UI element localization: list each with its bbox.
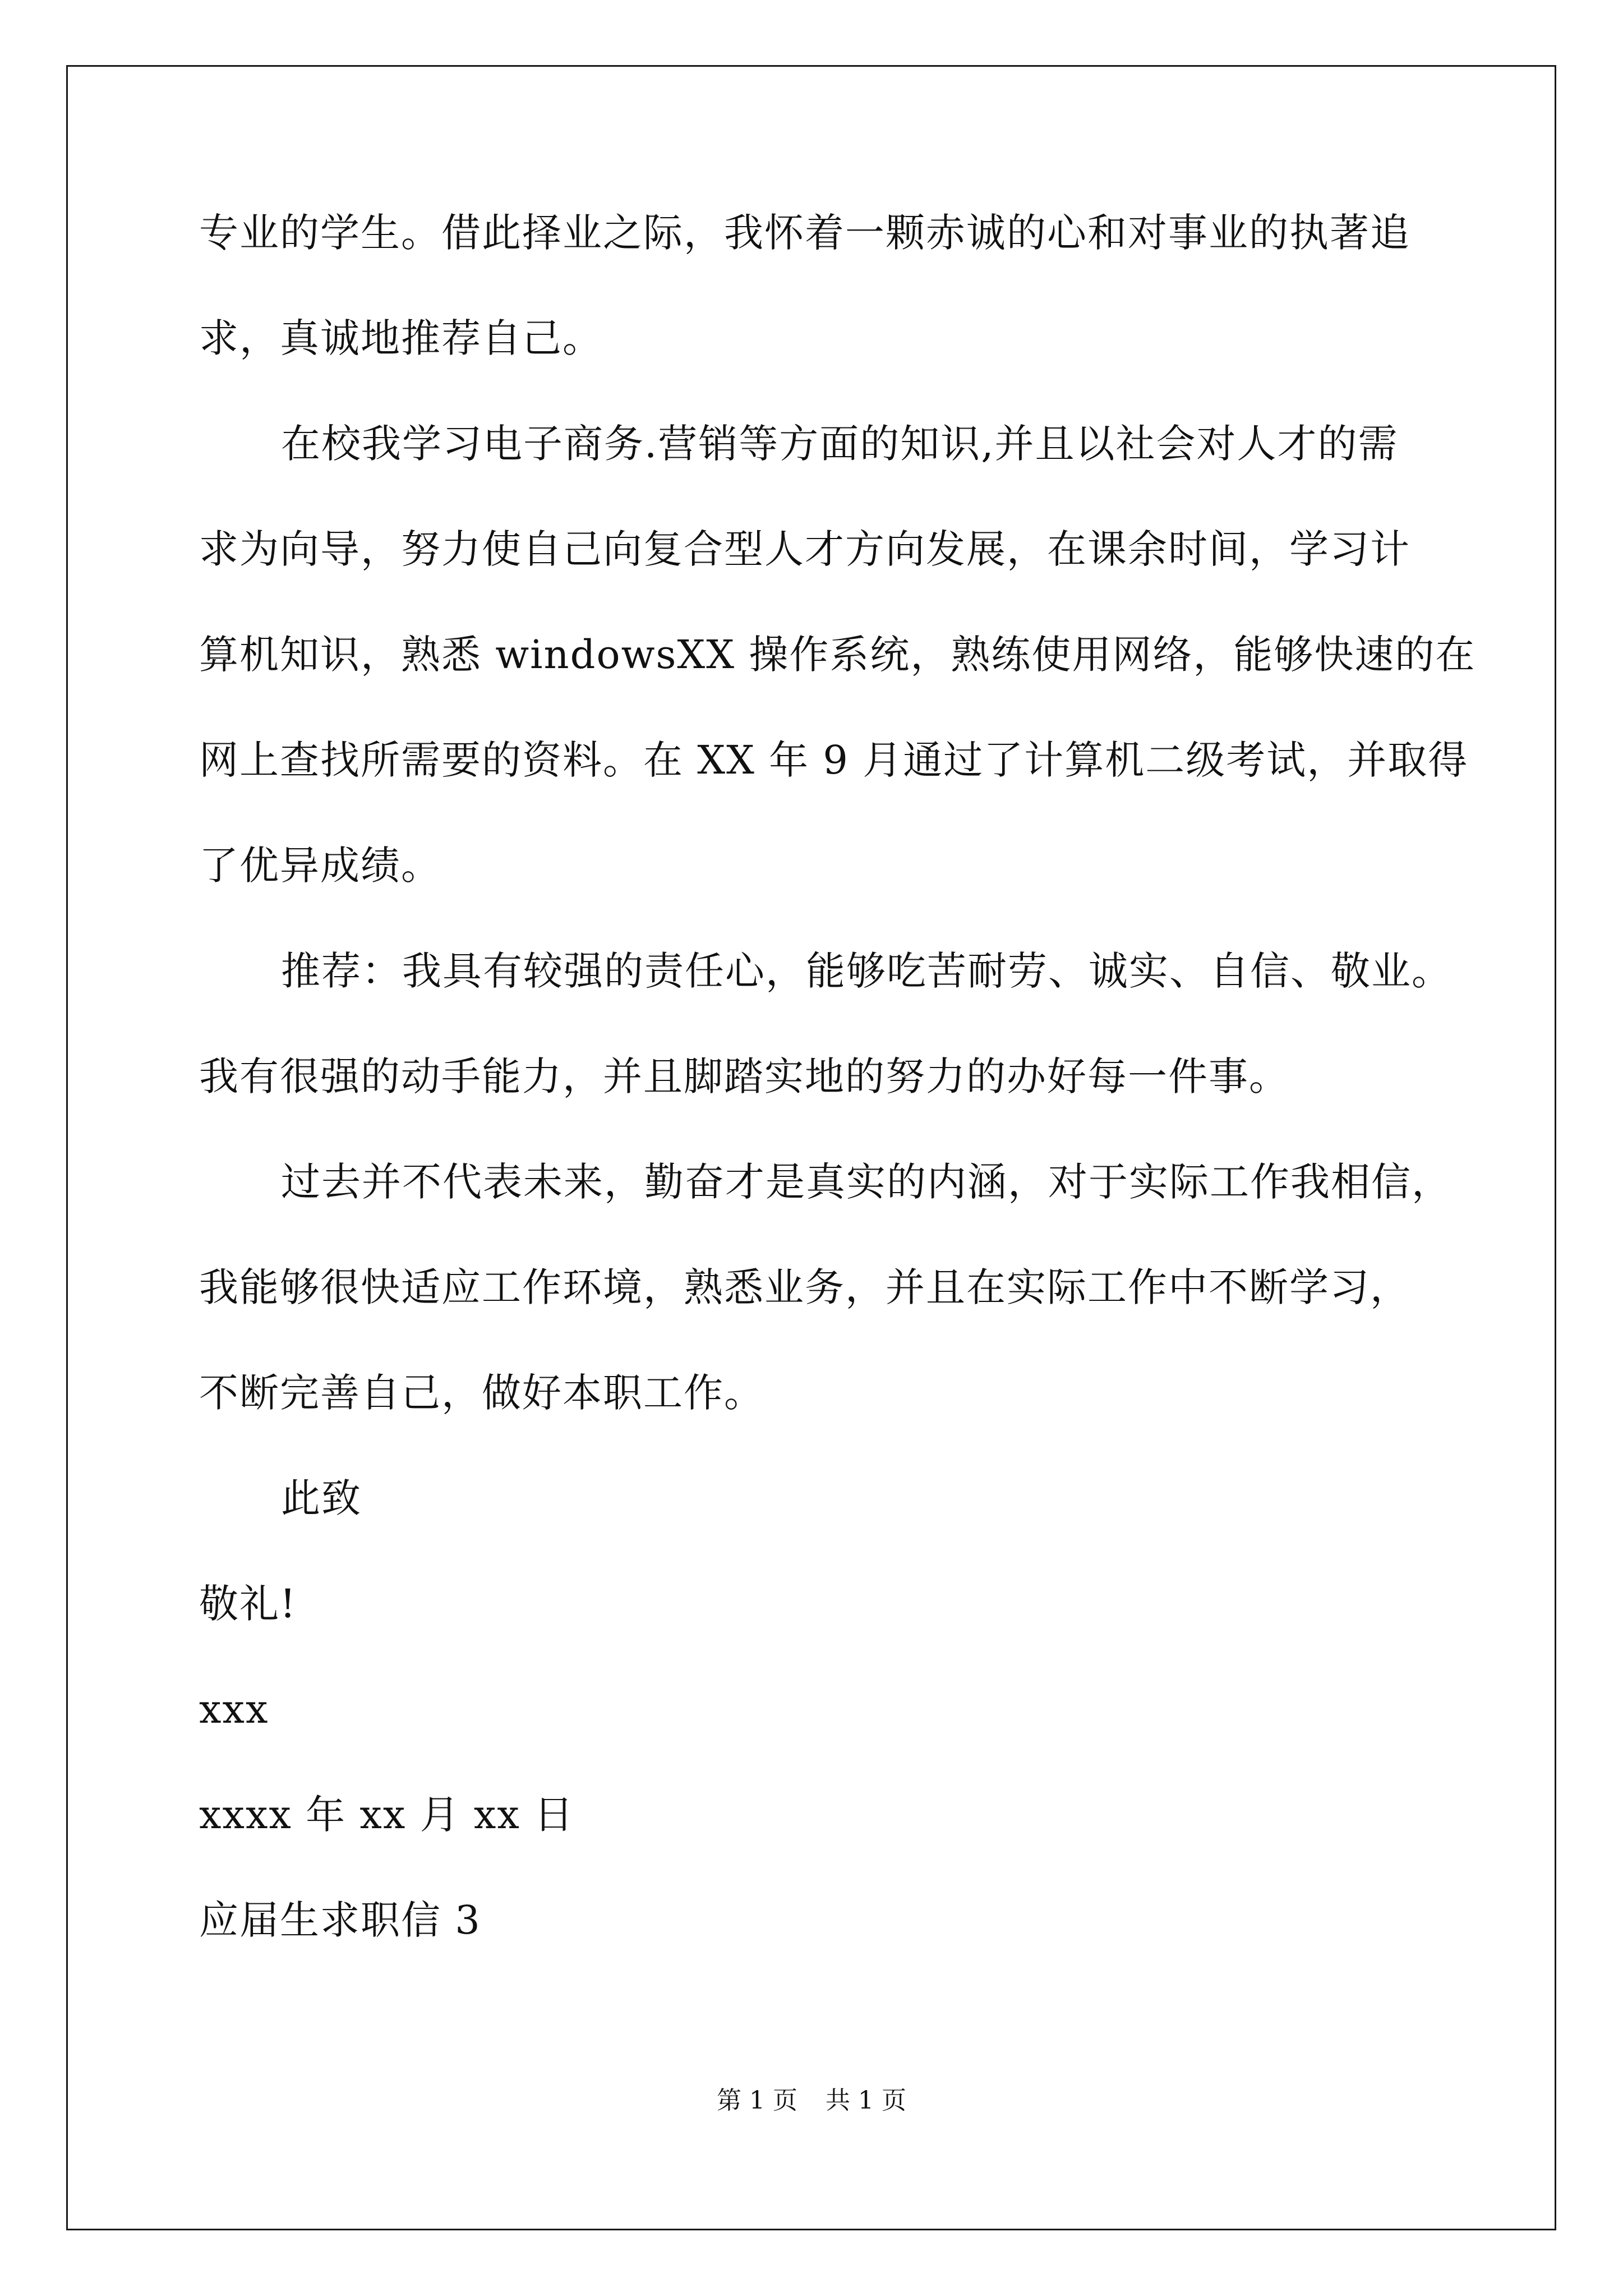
closing-salutation: 此致 [281, 1475, 362, 1521]
closing-regards: 敬礼! [199, 1581, 297, 1627]
text-line-10: 过去并不代表未来，勤奋才是真实的内涵，对于实际工作我相信， [281, 1159, 1452, 1205]
page-number-current: 第 1 页 [717, 2086, 797, 2115]
text-line-6: 网上查找所需要的资料。在 XX 年 9 月通过了计算机二级考试，并取得 [199, 737, 1469, 783]
next-section-title: 应届生求职信 3 [199, 1897, 481, 1943]
text-line-5: 算机知识，熟悉 windowsXX 操作系统，熟练使用网络，能够快速的在 [199, 632, 1476, 678]
text-line-2: 求，真诚地推荐自己。 [199, 315, 603, 361]
text-line-9: 我有很强的动手能力，并且脚踏实地的努力的办好每一件事。 [199, 1053, 1289, 1099]
text-line-3: 在校我学习电子商务.营销等方面的知识,并且以社会对人才的需 [281, 421, 1399, 467]
text-line-4: 求为向导，努力使自己向复合型人才方向发展，在课余时间，学习计 [199, 526, 1410, 572]
text-line-12: 不断完善自己，做好本职工作。 [199, 1370, 764, 1416]
text-line-8: 推荐：我具有较强的责任心，能够吃苦耐劳、诚实、自信、敬业。 [281, 948, 1452, 994]
page-number-total: 共 1 页 [826, 2086, 906, 2115]
text-line-7: 了优异成绩。 [199, 843, 441, 889]
page-footer [0, 2084, 1623, 2118]
text-line-11: 我能够很快适应工作环境，熟悉业务，并且在实际工作中不断学习， [199, 1264, 1410, 1310]
signature-name: xxx [199, 1686, 269, 1732]
signature-date: xxxx 年 xx 月 xx 日 [199, 1792, 575, 1838]
text-line-1: 专业的学生。借此择业之际，我怀着一颗赤诚的心和对事业的执著追 [199, 210, 1410, 256]
